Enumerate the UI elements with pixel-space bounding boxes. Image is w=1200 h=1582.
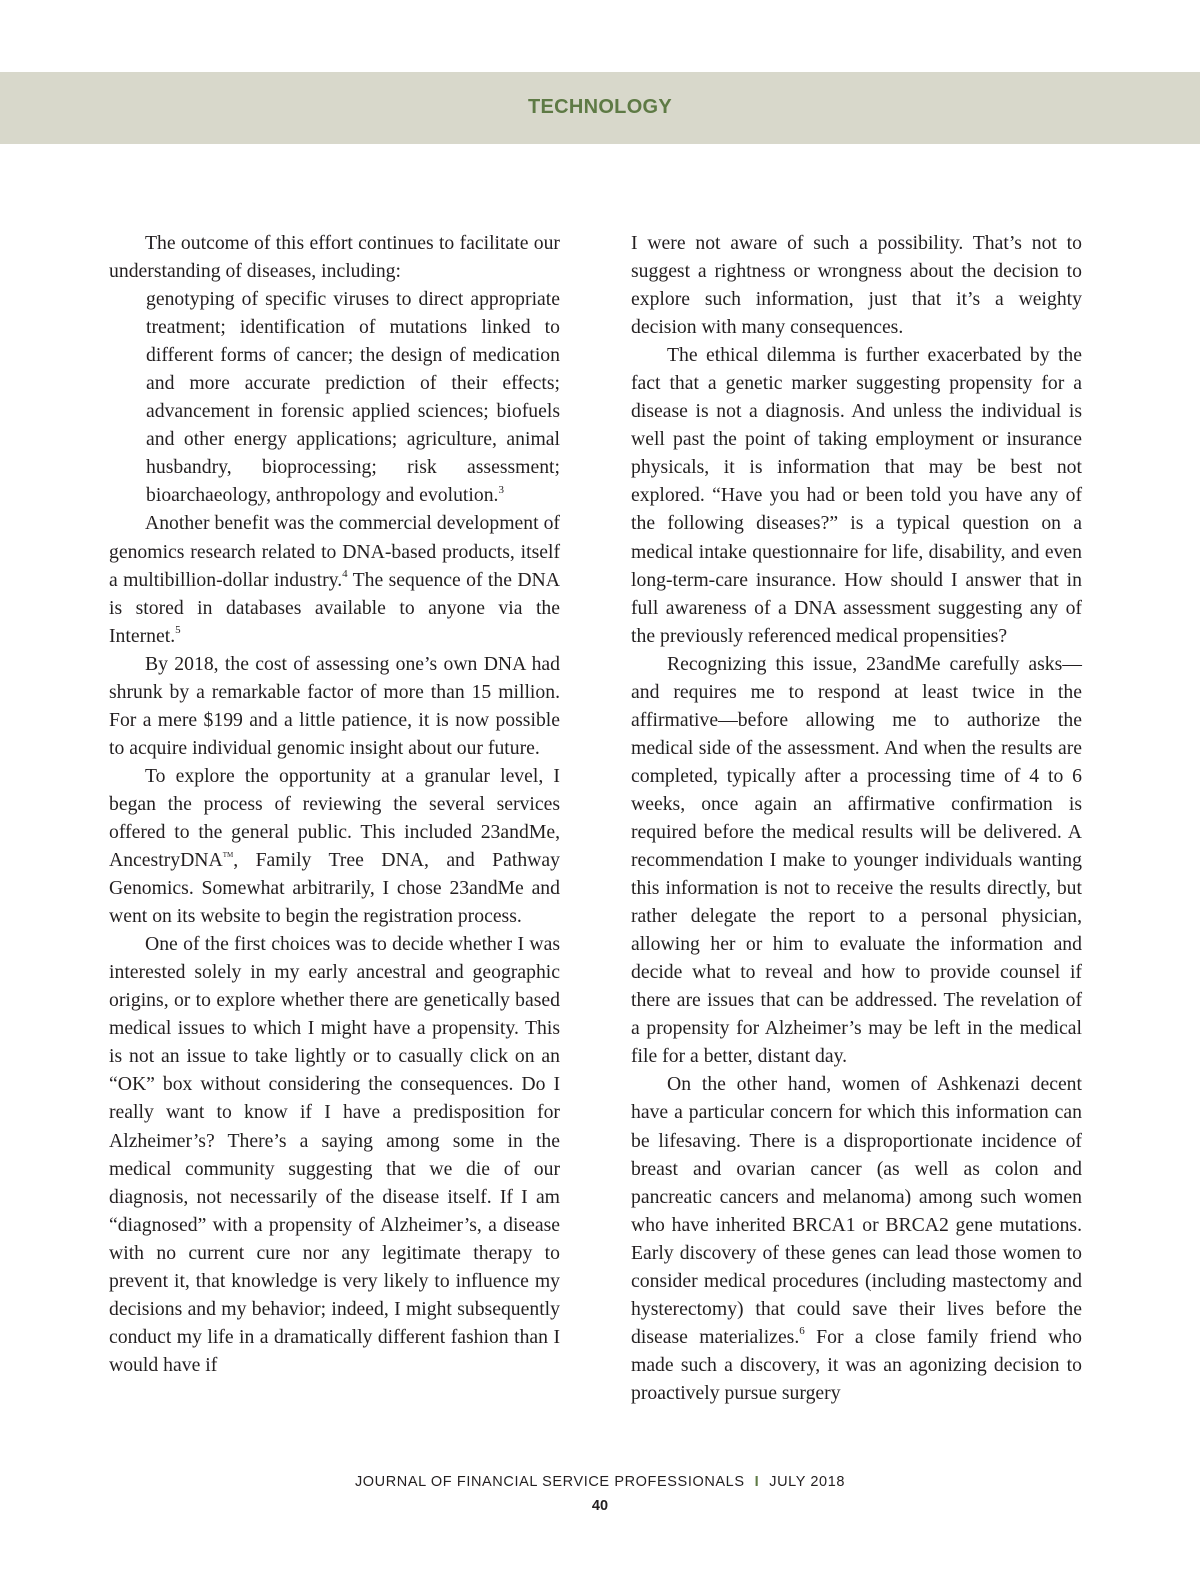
paragraph-text: The sequence of the DNA is stored in databases available to anyone via the Internet. [109, 568, 560, 647]
paragraph [109, 509, 560, 649]
footer-journal-line [0, 1474, 1200, 1490]
right-column [631, 229, 1082, 1407]
left-column [109, 229, 560, 1379]
page-number: 40 [591, 1498, 609, 1514]
paragraph [109, 762, 560, 930]
footer-separator: I [754, 1474, 760, 1490]
paragraph: The ethical dilemma is further exacerbated by the fact that a genetic marker suggesting propensity for a disease is not a diagnosis. And unless the individual is well past the point of taking employment or insurance physicals, it is information that may be best not explored. “Have you had or been told you have any of the following diseases?” is a typical question on a medical intake questionnaire for life, disability, and even long-term-care insurance. How should I answer that in full awareness of a DNA assessment suggesting any of the previously referenced medical propensities? [631, 344, 1082, 647]
paragraph-text: On the other hand, women of Ashkenazi decent have a particular concern for which this information can be lifesaving. There is a disproportionate incidence of breast and ovarian cancer (as well as colon and pancreatic cancers and melanoma) among such women who have inherited BRCA1 or BRCA2 gene mutations. Early discovery of these genes can lead those women to consider medical procedures (including mastectomy and hysterectomy) that could save their lives before the disease materializes. [631, 1073, 1082, 1348]
paragraph-continued: I were not aware of such a possibility. That’s not to suggest a rightness or wrongness about the decision to explore such information, just that it’s a weighty decision with many consequences. [631, 232, 1082, 339]
journal-name: JOURNAL OF FINANCIAL SERVICE PROFESSIONALS [354, 1474, 745, 1490]
paragraph-text: For a close family friend who made such a discovery, it was an agonizing decision to proactively pursue surgery [631, 1325, 1082, 1404]
footnote-ref: 6 [799, 1325, 805, 1338]
paragraph-text: Another benefit was the commercial development of genomics research related to DNA-based products, itself a multibillion-dollar industry. [109, 512, 560, 591]
footnote-ref: 3 [498, 483, 504, 496]
block-text: genotyping of specific viruses to direct appropriate treatment; identification of mutations linked to different forms of cancer; the design of medication and more accurate prediction of their effects; advancement in forensic applied sciences; biofuels and other energy applications; agriculture, animal husbandry, bioprocessing; risk assessment; bioarchaeology, anthropology and evolution. [146, 288, 560, 507]
indented-list-block [109, 285, 560, 509]
paragraph-text: , Family Tree DNA, and Pathway Genomics. Somewhat arbitrarily, I chose 23andMe and went on its website to begin the registration process. [109, 849, 560, 928]
paragraph-text: To explore the opportunity at a granular level, I began the process of reviewing the several services offered to the general public. This included 23andMe, AncestryDNA [109, 764, 560, 872]
footnote-ref: 4 [342, 568, 348, 580]
paragraph: The outcome of this effort continues to facilitate our understanding of diseases, including: [109, 232, 560, 283]
paragraph: One of the first choices was to decide whether I was interested solely in my early ancestral and geographic origins, or to explore whether there are genetically based medical issues to which I might have a propensity. This is not an issue to take lightly or to casually click on an “OK” box without considering the consequences. Do I really want to know if I have a predisposition for Alzheimer’s? There’s a saying among some in the medical community suggesting that we die of our diagnosis, not necessarily of the disease itself. If I am “diagnosed” with a propensity of Alzheimer’s, a disease with no current cure nor any legitimate therapy to prevent it, that knowledge is very likely to influence my decisions and my behavior; indeed, I might subsequently conduct my life in a dramatically different fashion than I would have if [109, 933, 560, 1376]
trademark-symbol: TM [222, 851, 234, 860]
issue-date: JULY 2018 [769, 1474, 846, 1490]
footnote-ref: 5 [175, 624, 181, 637]
paragraph: By 2018, the cost of assessing one’s own DNA had shrunk by a remarkable factor of more than 15 million. For a mere $199 and a little patience, it is now possible to acquire individual genomic insight about our future. [109, 652, 560, 759]
paragraph: Recognizing this issue, 23andMe carefully asks—and requires me to respond at least twice in the affirmative—before allowing me to authorize the medical side of the assessment. And when the results are completed, typically after a processing time of 4 to 6 weeks, once again an affirmative confirmation is required before the medical results will be delivered. A recommendation I make to younger individuals wanting this information is not to receive the results directly, but rather delegate the report to a personal physician, allowing her or him to evaluate the information and decide what to reveal and how to provide counsel if there are issues that can be addressed. The revelation of a propensity for Alzheimer’s may be left in the medical file for a better, distant day. [631, 652, 1082, 1068]
paragraph [631, 1070, 1082, 1407]
section-title: TECHNOLOGY [527, 96, 673, 118]
